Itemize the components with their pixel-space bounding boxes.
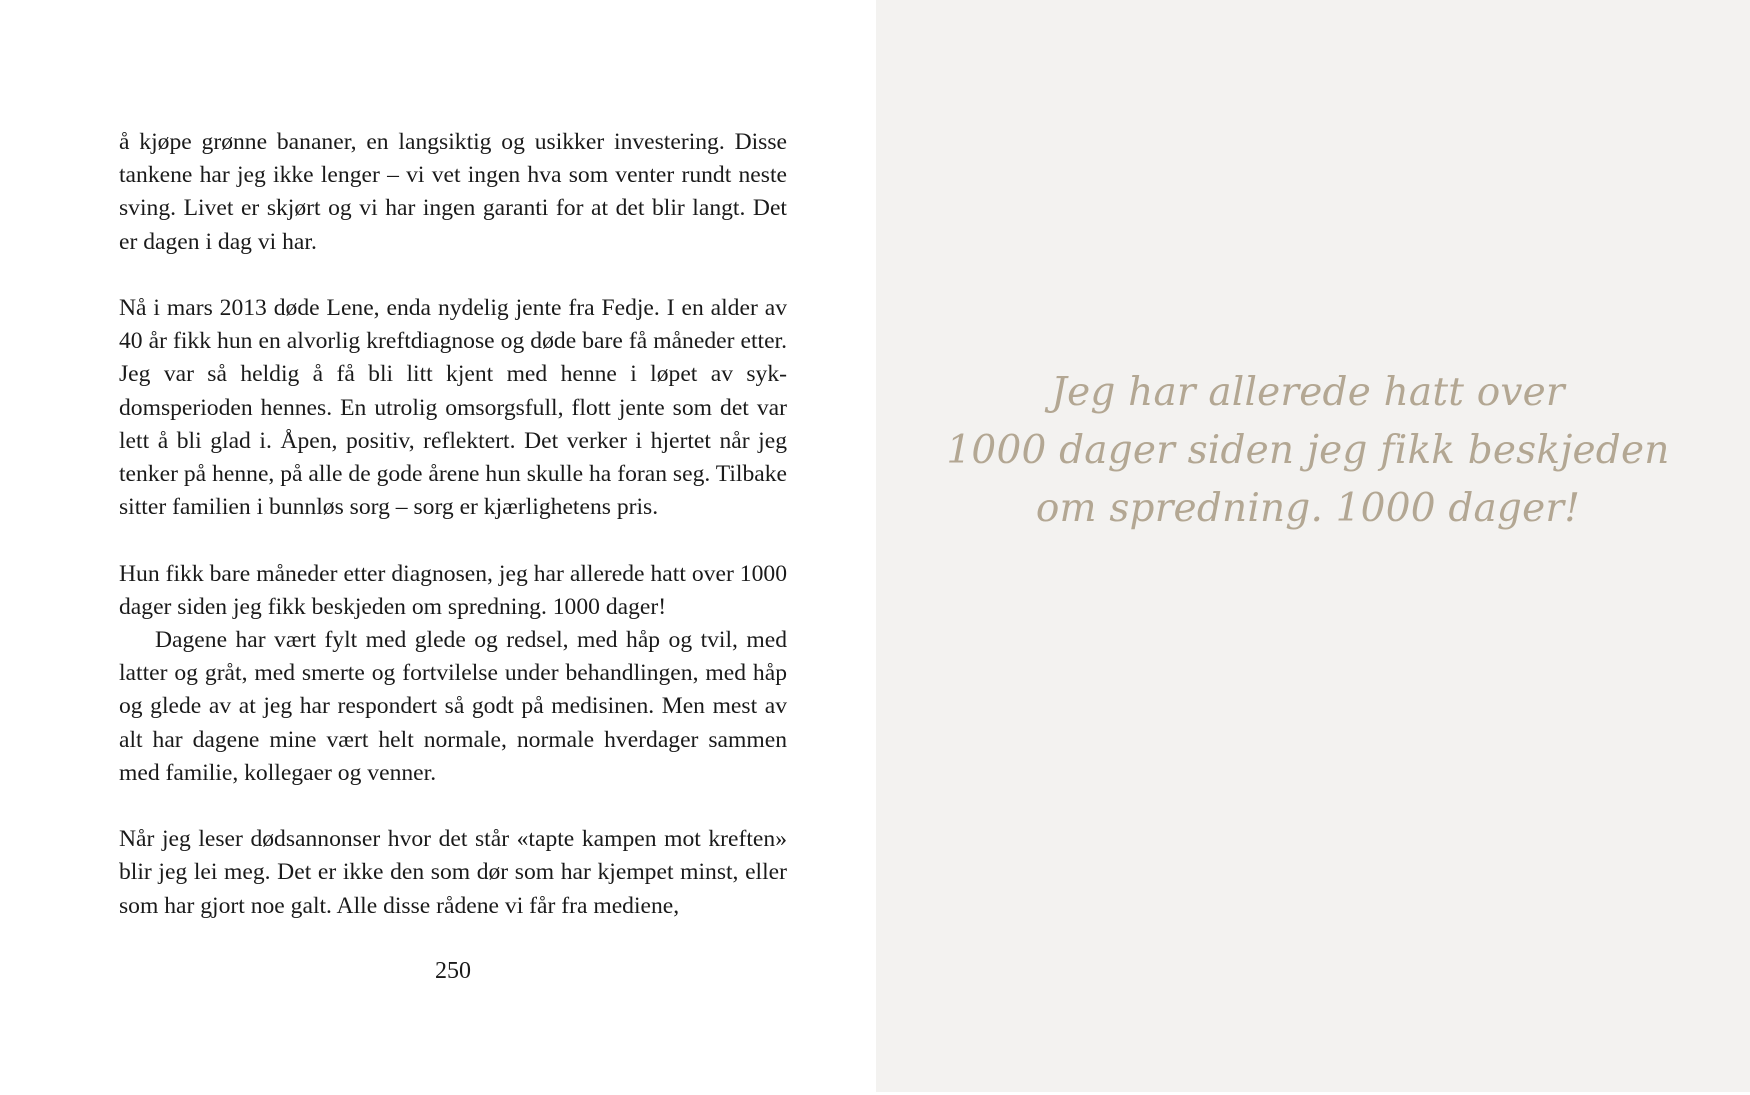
- pull-quote: [940, 364, 1676, 538]
- paragraph: Nå i mars 2013 døde Lene, enda nydelig jente fra Fedje. I en alder av 40 år fikk hun en alvorlig kreftdiagnose og døde bare få måneder etter. Jeg var så heldig å få bli litt kjent med henne i løpet av sykdomsperioden hennes. En utrolig omsorgsfull, flott jente som det var lett å bli glad i. Åpen, positiv, reflektert. Det verker i hjertet når jeg tenker på henne, på alle de gode årene hun skulle ha foran seg. Tilbake sitter familien i bunnløs sorg – sorg er kjærlighetens pris.: [119, 295, 787, 521]
- paragraph: Når jeg leser dødsannonser hvor det står «tapte kampen mot kreften» blir jeg lei meg. Det er ikke den som dør som har kjempet minst, eller som har gjort noe galt. Alle disse rådene vi får fra mediene,: [119, 826, 787, 919]
- paragraph: Hun fikk bare måneder etter diagnosen, jeg har allerede hatt over 1000 dager siden jeg fikk beskjeden om spredning. 1000 dager!: [119, 560, 787, 620]
- paragraph: Dagene har vært fylt med glede og redsel, med håp og tvil, med latter og gråt, med smerte og fortvilelse under behandlingen, med håp og glede av at jeg har respondert så godt på medisinen. Men mest av alt har dagene mine vært helt normale, normale hverdager sammen med familie, kollegaer og venner.: [119, 627, 787, 786]
- pull-quote-line: om spredning. 1000 dager!: [1035, 486, 1581, 531]
- pull-quote-line: Jeg har allerede hatt over: [1051, 370, 1565, 415]
- paragraph: å kjøpe grønne bananer, en langsiktig og usikker investering. Disse tankene har jeg ikke lenger – vi vet ingen hva som venter rundt neste sving. Livet er skjørt og vi har ingen garanti for at det blir langt. Det er dagen i dag vi har.: [119, 129, 787, 255]
- right-page: [876, 0, 1750, 1092]
- page-number: 250: [435, 958, 471, 984]
- body-text: [119, 126, 787, 923]
- pull-quote-line: 1000 dager siden jeg fikk beskjeden: [946, 428, 1670, 473]
